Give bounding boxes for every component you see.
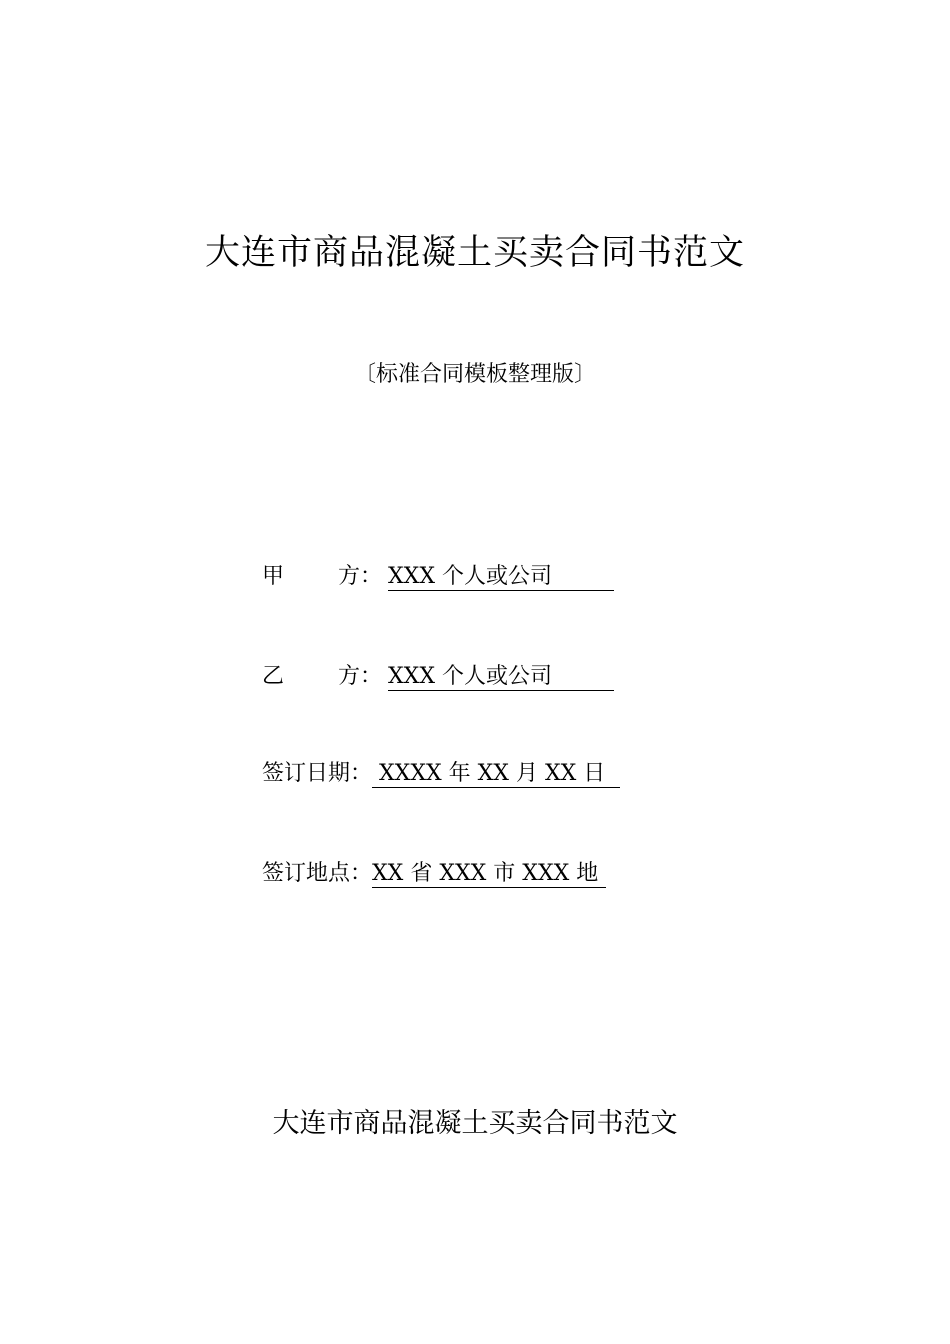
sign-place-field xyxy=(262,857,606,891)
party-b-label xyxy=(262,660,388,694)
party-a-value: XXX 个人或公司 xyxy=(388,564,614,591)
footer-title: 大连市商品混凝土买卖合同书范文 xyxy=(272,1108,678,1139)
sign-place-label: 签订地点： xyxy=(262,861,373,886)
party-a-label xyxy=(262,560,388,594)
party-b-value: XXX 个人或公司 xyxy=(388,664,614,691)
sign-date-value: XXXX 年 XX 月 XX 日 xyxy=(372,761,620,788)
party-b-label-char: 乙 xyxy=(262,664,285,689)
sign-date-field xyxy=(262,757,620,791)
party-b-label-suffix: 方： xyxy=(338,664,383,689)
party-a-label-suffix: 方： xyxy=(338,564,383,589)
sign-place-value: XX 省 XXX 市 XXX 地 xyxy=(372,861,606,888)
document-subtitle: 〔标准合同模板整理版〕 xyxy=(353,362,596,387)
party-a-field xyxy=(262,560,614,594)
party-a-label-char: 甲 xyxy=(262,564,285,589)
party-b-field xyxy=(262,660,614,694)
sign-date-label: 签订日期： xyxy=(262,761,373,786)
document-title: 大连市商品混凝土买卖合同书范文 xyxy=(204,233,745,273)
